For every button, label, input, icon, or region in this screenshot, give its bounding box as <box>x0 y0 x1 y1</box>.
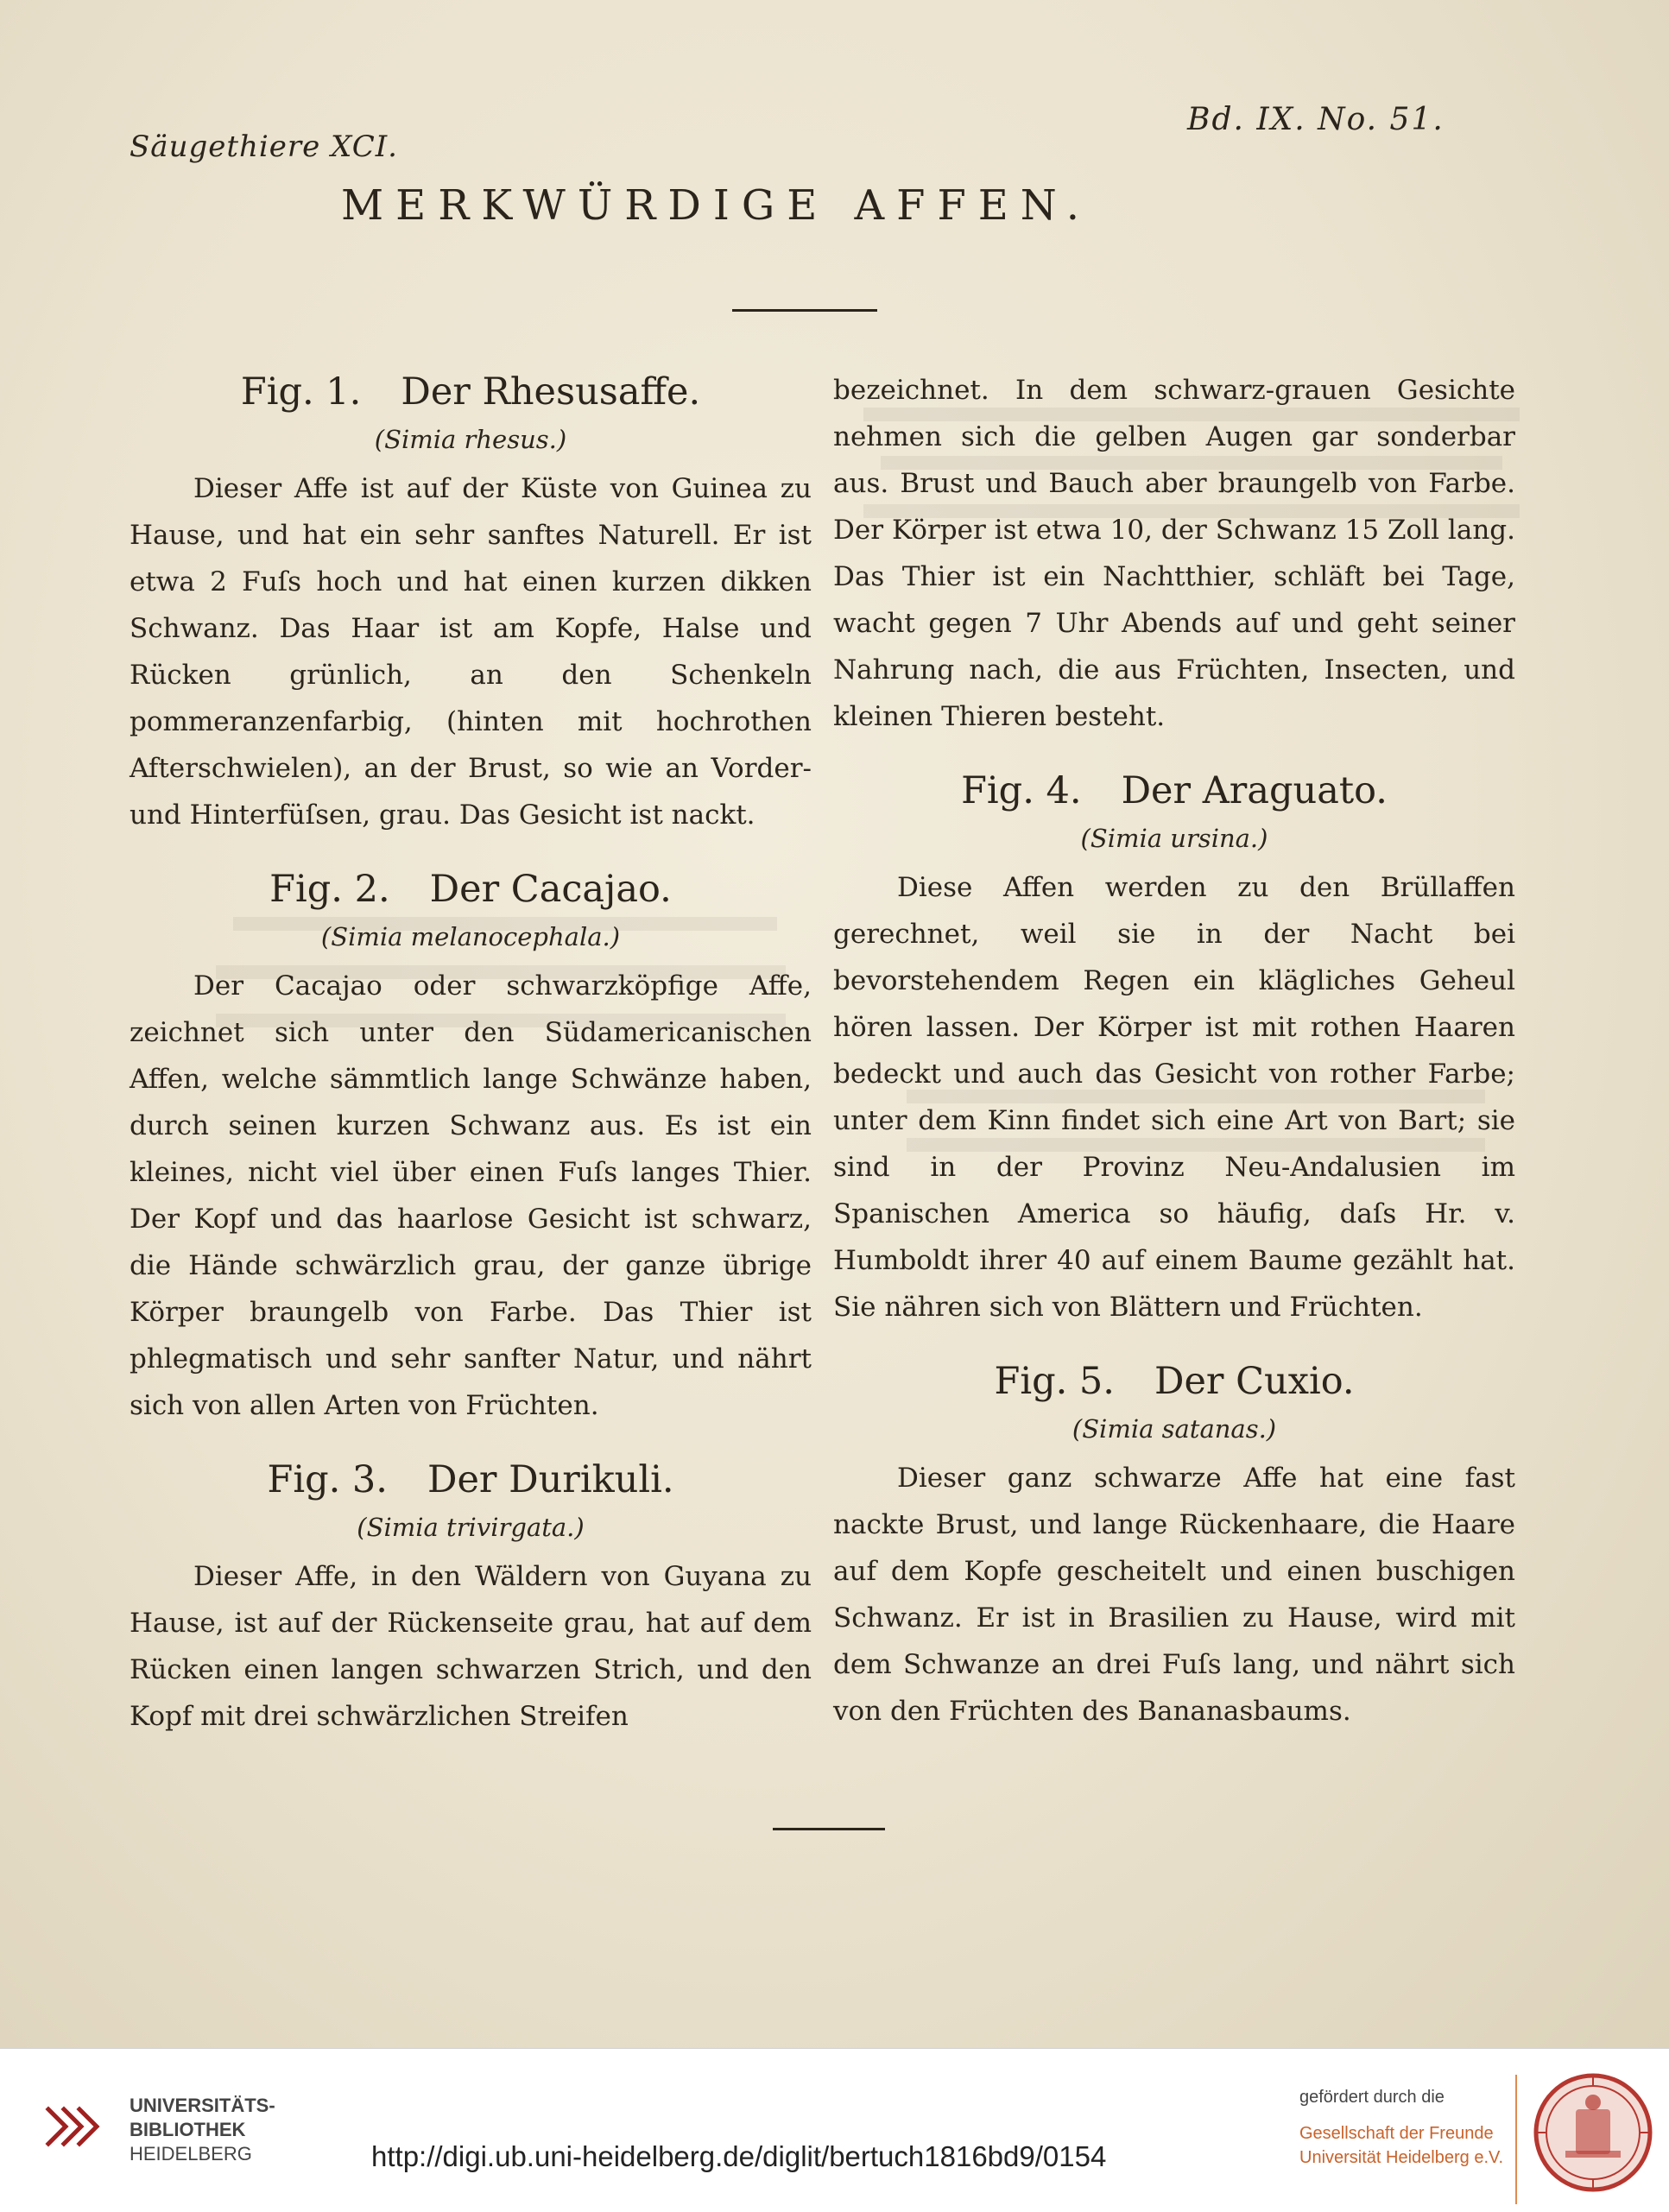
fig1-heading <box>130 367 812 417</box>
library-line-3: HEIDELBERG <box>130 2143 252 2165</box>
section-label: Säugethiere XCI. <box>130 130 398 164</box>
fig1-text: Dieser Affe ist auf der Küste von Guinea zu Hause, und hat ein sehr sanftes Naturell. Er ist etwa 2 Fuſs hoch und hat einen kurzen dikken Schwanz. Das Haar ist am Kopfe, Halse und Rücken grünlich, an den Schenkeln pommeranzenfarbig, (hinten mit hochrothen Afterschwielen), an der Brust, so wie an Vorder- und Hinterfüſsen, grau. Das Gesicht ist nackt. <box>130 473 812 831</box>
library-line-1: UNIVERSITÄTS- <box>130 2095 275 2116</box>
sponsor-org-line-2: Universität Heidelberg e.V. <box>1299 2148 1504 2167</box>
page-title: MERKWÜRDIGE AFFEN. <box>341 181 1091 230</box>
fig3-heading <box>130 1455 812 1505</box>
fig2-heading <box>130 864 812 914</box>
fig4-species: (Simia ursina.) <box>1080 824 1268 853</box>
end-rule <box>773 1828 885 1830</box>
fig5-text: Dieser ganz schwarze Affe hat eine fast nackte Brust, und lange Rückenhaare, die Haare auf dem Kopfe gescheitelt und einen buschigen Schwanz. Er ist in Brasilien zu Hause, wird mit dem Schwanze an drei Fuſs lang, und nährt sich von den Früchten des Bananasbaums. <box>833 1463 1515 1727</box>
fig1-species: (Simia rhesus.) <box>374 425 567 454</box>
fig1-number: Fig. 1. <box>240 370 362 414</box>
fig3-species: (Simia trivirgata.) <box>357 1513 585 1542</box>
university-seal-icon <box>1533 2068 1653 2197</box>
fig2-text: Der Cacajao oder schwarzköpfige Affe, zeichnet sich unter den Südamericanischen Affen, welche sämmtlich lange Schwänze haben, durch seinen kurzen Schwanz aus. Es ist ein kleines, nicht viel über einen Fuſs langes Thier. Der Kopf und das haarlose Gesicht ist schwarz, die Hände schwärzlich grau, der ganze übrige Körper braungelb von Farbe. Das Thier ist phlegmatisch und sehr sanfter Natur, und nährt sich von allen Arten von Früchten. <box>130 970 812 1421</box>
fig1-name: Der Rhesusaffe. <box>401 370 701 414</box>
fig3-text: Dieser Affe, in den Wäldern von Guyana zu Hause, ist auf der Rückenseite grau, hat auf dem Rücken einen langen schwarzen Strich, und den Kopf mit drei schwärzlichen Streifen <box>130 1561 812 1732</box>
right-column <box>833 367 1515 1735</box>
university-library-logo-icon <box>43 2092 112 2161</box>
fig3-number: Fig. 3. <box>267 1458 388 1501</box>
fig2-number: Fig. 2. <box>269 868 390 911</box>
university-library-name <box>130 2094 275 2166</box>
sponsor-divider <box>1515 2075 1517 2204</box>
fig4-name: Der Araguato. <box>1121 769 1388 812</box>
left-column <box>130 367 812 1740</box>
fig4-heading <box>833 766 1515 816</box>
fig2-name: Der Cacajao. <box>429 868 672 911</box>
fig3-text-continued: bezeichnet. In dem schwarz-grauen Gesichte nehmen sich die gelben Augen gar sonderbar aus. Brust und Bauch aber braungelb von Farbe. Der Körper ist etwa 10, der Schwanz 15 Zoll lang. Das Thier ist ein Nachtthier, schläft bei Tage, wacht gegen 7 Uhr Abends auf und geht seiner Nahrung nach, die aus Früchten, Insecten, und kleinen Thieren besteht. <box>833 375 1515 732</box>
viewer-footer <box>0 2048 1669 2212</box>
sponsor-block <box>1299 2085 1515 2170</box>
fig3-name: Der Durikuli. <box>427 1458 674 1501</box>
sponsor-label: gefördert durch die <box>1299 2088 1445 2107</box>
fig4-number: Fig. 4. <box>961 769 1082 812</box>
fig5-heading <box>833 1356 1515 1406</box>
fig5-name: Der Cuxio. <box>1154 1360 1355 1403</box>
fig5-species: (Simia satanas.) <box>1072 1414 1277 1444</box>
title-rule <box>732 309 877 312</box>
permalink-url[interactable]: http://digi.ub.uni-heidelberg.de/diglit/bertuch1816bd9/0154 <box>371 2140 1107 2172</box>
fig4-text: Diese Affen werden zu den Brüllaffen gerechnet, weil sie in der Nacht bei bevorstehendem Regen ein klägliches Geheul hören lassen. Der Körper ist mit rothen Haaren bedeckt und auch das Gesicht von rother Farbe; unter dem Kinn findet sich eine Art von Bart; sie sind in der Provinz Neu-Andalusien im Spanischen America so häufig, daſs Hr. v. Humboldt ihrer 40 auf einem Baume gezählt hat. Sie nähren sich von Blättern und Früchten. <box>833 872 1515 1323</box>
fig2-species: (Simia melanocephala.) <box>320 922 621 951</box>
volume-number: Bd. IX. No. 51. <box>1187 102 1445 137</box>
library-line-2: BIBLIOTHEK <box>130 2119 246 2140</box>
sponsor-org-line-1: Gesellschaft der Freunde <box>1299 2124 1494 2143</box>
fig5-number: Fig. 5. <box>994 1360 1115 1403</box>
